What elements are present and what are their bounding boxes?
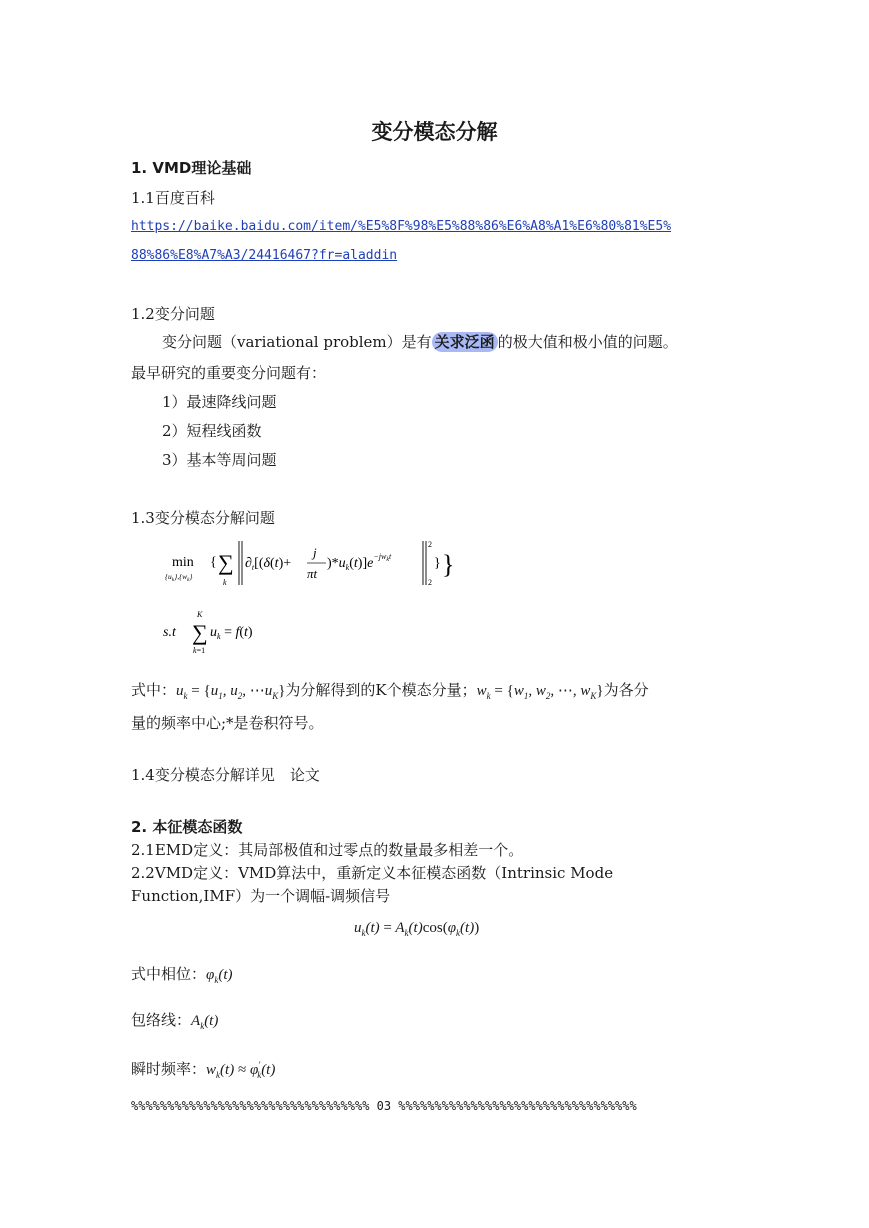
constraint-body: $u_k = f(t)$ (210, 625, 253, 641)
fraction-denominator: πt (307, 566, 318, 581)
imf-equation: $u_k(t) = A_k(t)\cos(\varphi_k(t))$ (354, 920, 480, 938)
uk-set-equation: $u_k = \{u_1$, $u_2$, $\cdots u_K$} (176, 683, 286, 701)
envelope-line (131, 1010, 218, 1036)
min-subscript: $\{u_k\},\{w_k\}$ (165, 572, 193, 583)
constraint-svg (160, 606, 320, 658)
section-1-heading: 1. VMD理论基础 (131, 159, 252, 177)
variational-paragraph-line-1 (162, 332, 678, 352)
phase-line (131, 964, 233, 990)
para-text-b: 的极大值和极小值的问题。 (497, 333, 678, 351)
frequency-label: 瞬时频率： (131, 1060, 207, 1078)
objective-svg (160, 535, 460, 593)
objective-body: $\partial_t[(\delta(t)+$ (245, 556, 292, 572)
list-item: 1）最速降线问题 (162, 393, 277, 411)
page-title: 变分模态分解 (371, 120, 498, 144)
subsection-1-3: 1.3变分模态分解问题 (131, 509, 275, 527)
envelope-equation: $A_k(t)$ (191, 1013, 219, 1031)
phase-equation: $\varphi_k(t)$ (206, 967, 233, 985)
variational-paragraph-line-2: 最早研究的重要变分问题有： (131, 364, 327, 382)
phase-label: 式中相位： (131, 965, 207, 983)
subsection-1-4: 1.4变分模态分解详见 论文 (131, 766, 320, 784)
sum-index: k (223, 578, 227, 587)
vmd-definition-line-2: Function,IMF）为一个调幅-调频信号 (131, 887, 391, 905)
inner-brace: } (434, 556, 441, 571)
envelope-label: 包络线： (131, 1011, 192, 1029)
para-text-a: 变分问题（variational problem）是有 (162, 333, 432, 351)
brace-close: } (442, 550, 455, 579)
baike-link-line-2[interactable]: 88%86%E8%A7%A3/24416467?fr=aladdin (131, 248, 398, 263)
sum-symbol: ∑ (218, 550, 234, 575)
frequency-line (131, 1055, 275, 1085)
where-line-1 (131, 680, 649, 706)
objective-body-rest: )$*u_k(t)]e^{-jw}kt$ (327, 552, 392, 572)
where-suffix: 为各分 (603, 681, 649, 699)
fraction-numerator: j (313, 545, 317, 560)
section-2-heading: 2. 本征模态函数 (131, 818, 243, 836)
min-operator: min (172, 555, 194, 570)
subsection-1-1: 1.1百度百科 (131, 189, 215, 207)
where-mid: 为分解得到的K个模态分量； (285, 681, 477, 699)
where-prefix: 式中： (131, 681, 177, 699)
page-divider: %%%%%%%%%%%%%%%%%%%%%%%%%%%%%%%%% 03 %%%%%%%%%%%%%%%%%%%%%%%%%%%%%%%%% (131, 1099, 637, 1113)
list-item: 2）短程线函数 (162, 422, 262, 440)
sum-lower: k=1 (193, 646, 206, 655)
brace-open: { (210, 555, 217, 570)
vmd-definition-line-1: 2.2VMD定义：VMD算法中，重新定义本征模态函数（Intrinsic Mode (131, 864, 614, 882)
norm-power: 2 (428, 540, 432, 549)
emd-definition: 2.1EMD定义：其局部极值和过零点的数量最多相差一个。 (131, 841, 524, 859)
baike-link-line-1[interactable]: https://baike.baidu.com/item/%E5%8F%98%E5%88%86%E6%A8%A1%E6%80%81%E5% (131, 219, 672, 234)
where-line-2: 量的频率中心;*是卷积符号。 (131, 714, 324, 732)
sum-upper: K (197, 610, 203, 619)
list-item: 3）基本等周问题 (162, 451, 277, 469)
subsection-1-2: 1.2变分问题 (131, 305, 215, 323)
frequency-equation: $w_k(t) \approx \varphi'_k(t)$ (206, 1060, 276, 1080)
highlighted-term: 关求泛函 (432, 332, 498, 352)
wk-set-equation: $w_k = \{w_1$, $w_2$, ⋯, $w_K$} (476, 683, 604, 701)
norm-subscript: 2 (428, 578, 432, 587)
st-label: s.t (163, 625, 176, 640)
sum-symbol: ∑ (192, 620, 208, 645)
